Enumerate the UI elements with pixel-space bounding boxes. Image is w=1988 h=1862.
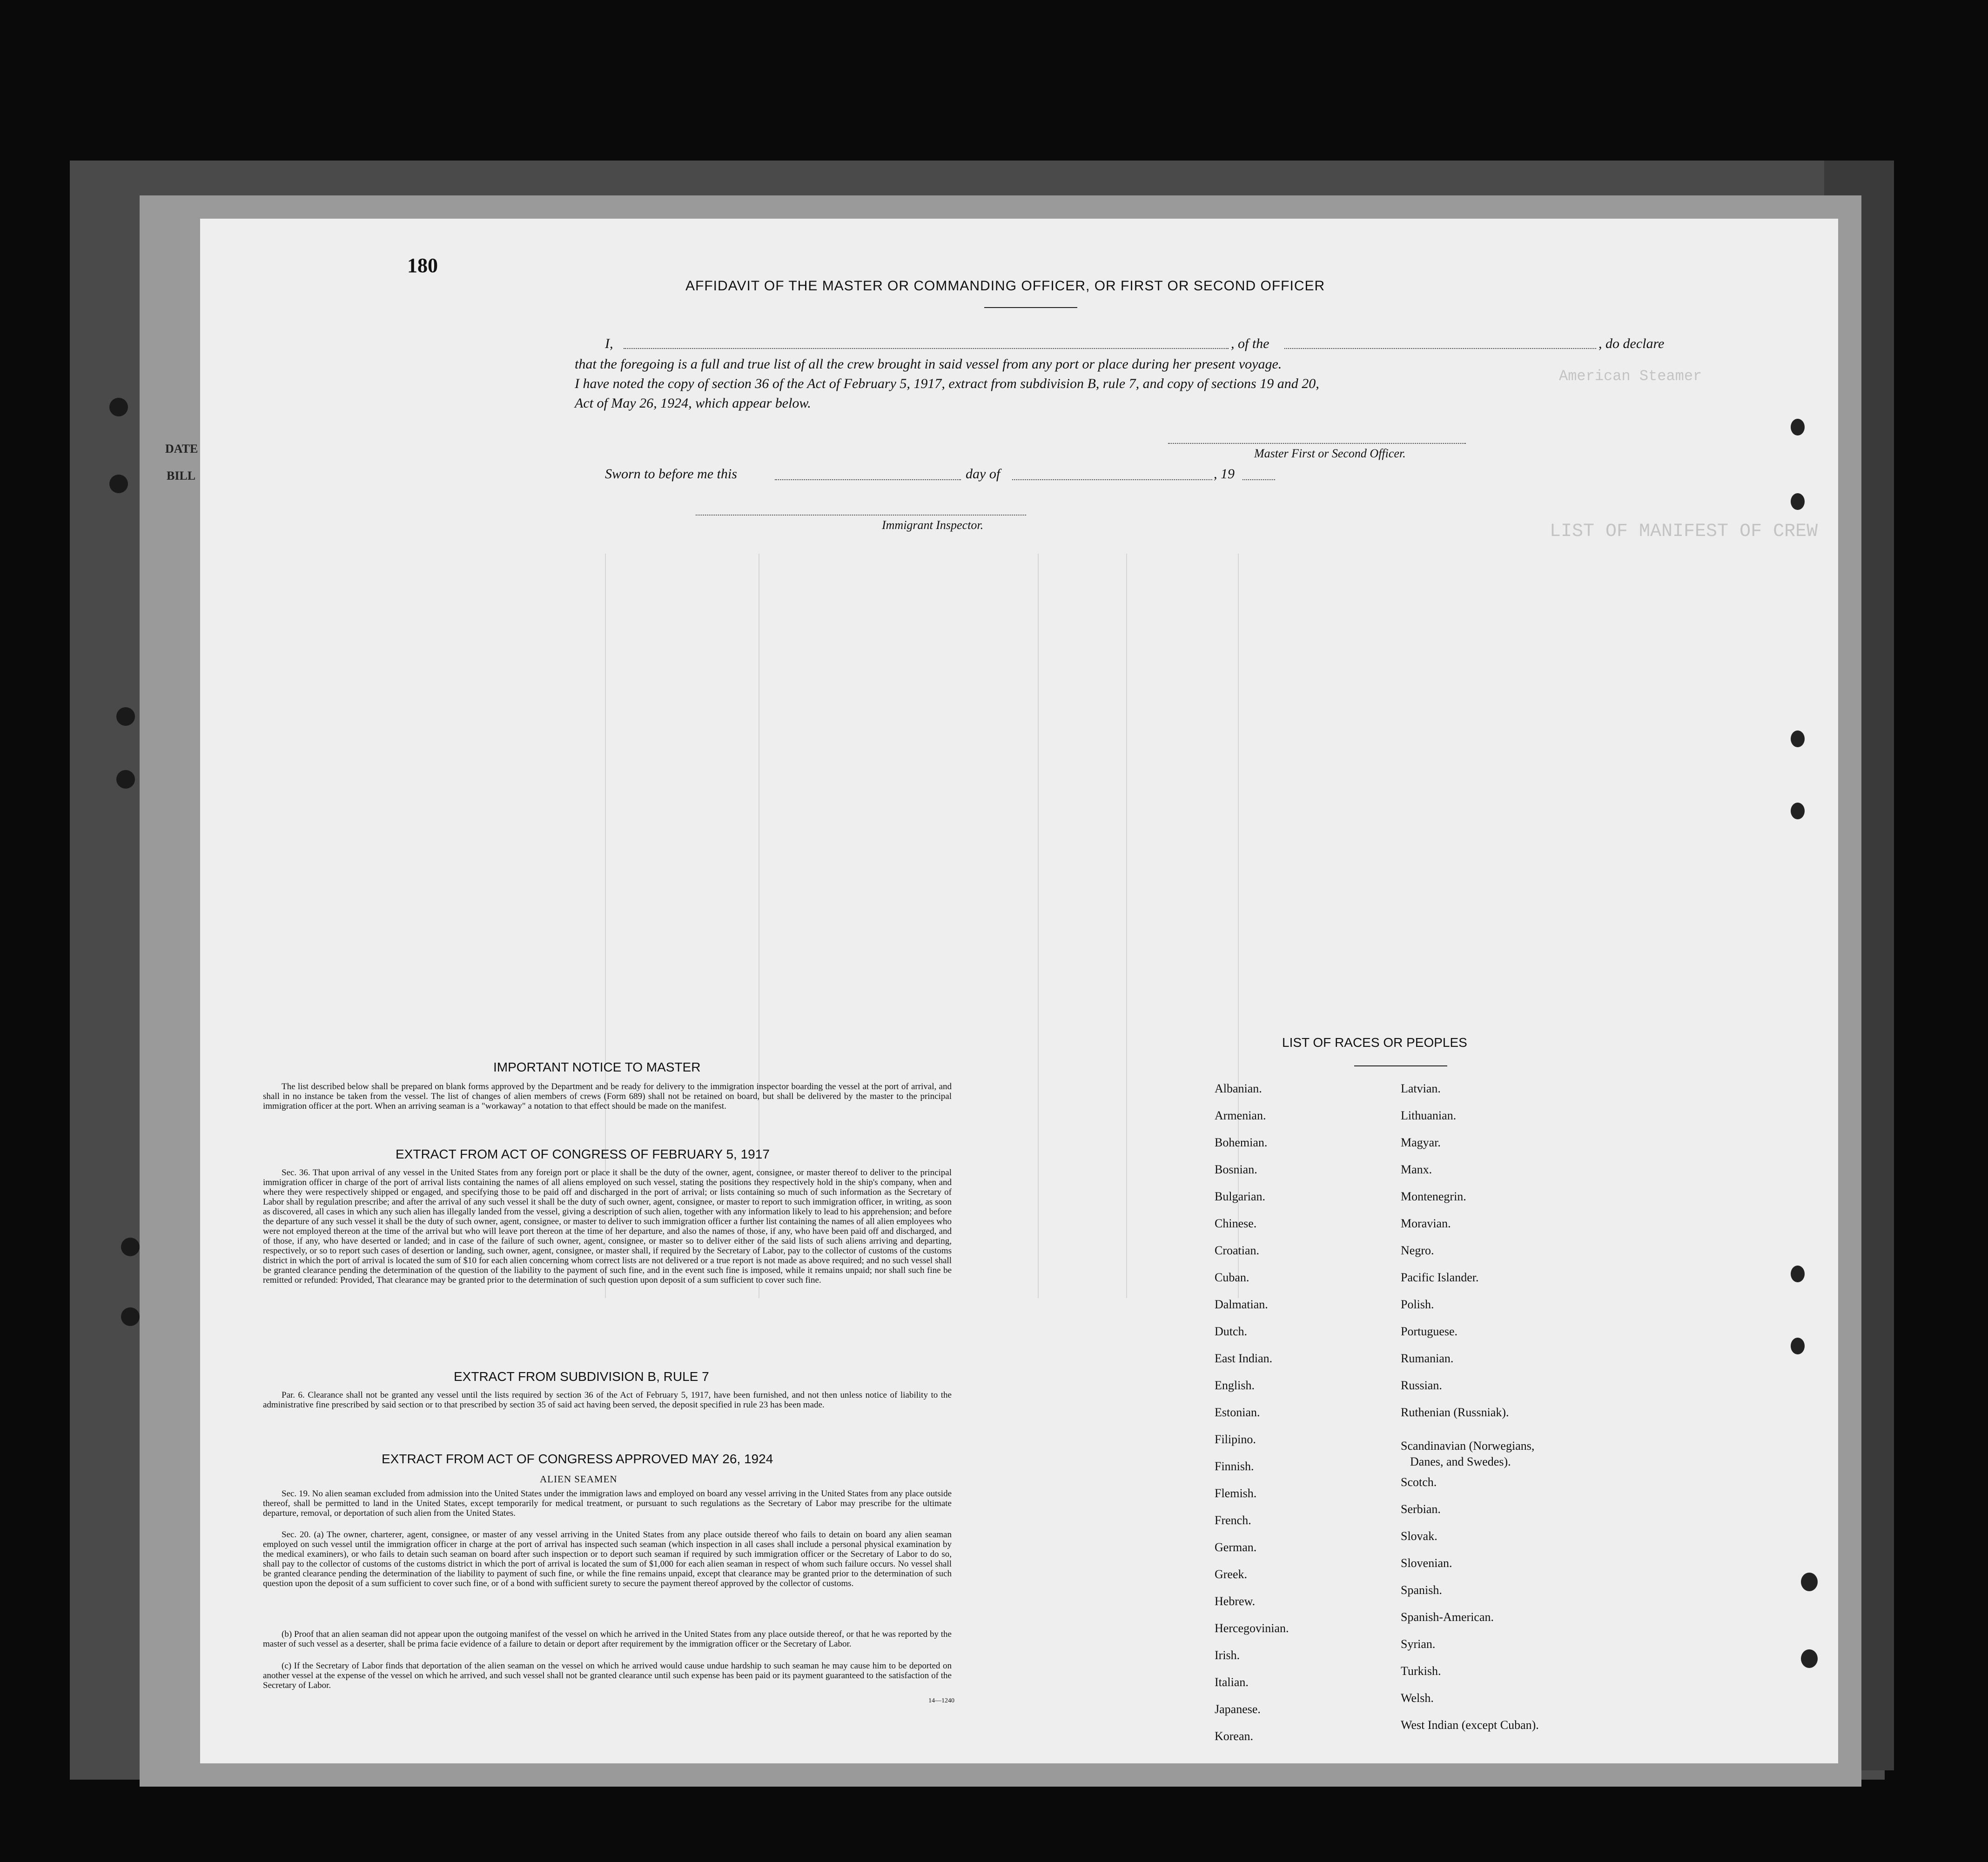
ghost-manifest-text: LIST OF MANIFEST OF CREW: [1550, 521, 1818, 542]
inspector-caption: Immigrant Inspector.: [882, 518, 984, 532]
sworn-month-blank: [1012, 479, 1212, 480]
declaration-line-4: Act of May 26, 1924, which appear below.: [575, 395, 811, 411]
race-item: Cuban.: [1215, 1271, 1249, 1284]
punch-hole: [1801, 1573, 1818, 1591]
sworn-text: Sworn to before me this: [605, 466, 737, 482]
race-item: Magyar.: [1401, 1136, 1441, 1149]
races-title-underline: [1354, 1065, 1447, 1066]
race-item: Albanian.: [1215, 1082, 1262, 1095]
race-item: Serbian.: [1401, 1502, 1441, 1516]
race-item: Croatian.: [1215, 1244, 1260, 1257]
punch-hole: [1791, 1338, 1805, 1354]
declaration-of-the: , of the: [1231, 336, 1269, 351]
signature-caption: Master First or Second Officer.: [1254, 447, 1406, 460]
race-item: Dutch.: [1215, 1325, 1248, 1338]
punch-hole: [116, 770, 135, 789]
rule7-body: Par. 6. Clearance shall not be granted any vessel until the lists required by section 36 of the Act of February 5, 1917, have been furnished, and not then unless notice of liability to the administrative fine prescribed by said section or to that prescribed by section 35 of said act having been served, the deposit specified in rule 23 has been made.: [263, 1390, 952, 1410]
race-item: Italian.: [1215, 1675, 1249, 1689]
edge-label-date: DATE: [165, 442, 198, 455]
notice-title: IMPORTANT NOTICE TO MASTER: [493, 1060, 701, 1074]
race-item: Montenegrin.: [1401, 1190, 1466, 1203]
races-title: LIST OF RACES OR PEOPLES: [1282, 1035, 1467, 1050]
punch-hole: [1791, 419, 1805, 435]
ghost-column-line: [1126, 554, 1127, 1298]
race-item: Finnish.: [1215, 1460, 1254, 1473]
race-item: Armenian.: [1215, 1109, 1266, 1122]
race-item: Spanish-American.: [1401, 1610, 1494, 1624]
race-item: Pacific Islander.: [1401, 1271, 1479, 1284]
sec19-body: Sec. 19. No alien seaman excluded from admission into the United States under the immigration laws and employed on board any vessel arriving in the United States from any place outside thereof, shall be permitted to land in the United States, except temporarily for medical treatment, or pursuant to such regulations as the Secretary of Labor may prescribe for the ultimate departure, removal, or deportation of such alien from the United States.: [263, 1489, 952, 1518]
race-item: Turkish.: [1401, 1664, 1441, 1678]
punch-hole: [1791, 493, 1805, 510]
punch-hole: [121, 1238, 140, 1256]
race-item: Japanese.: [1215, 1702, 1261, 1716]
punch-hole: [1791, 1266, 1805, 1282]
race-item: Bohemian.: [1215, 1136, 1268, 1149]
extract-1917-title: EXTRACT FROM ACT OF CONGRESS OF FEBRUARY 5, 1917: [396, 1147, 770, 1161]
race-item: Scotch.: [1401, 1475, 1437, 1489]
alien-seamen-subtitle: ALIEN SEAMEN: [540, 1474, 618, 1485]
race-item: Lithuanian.: [1401, 1109, 1457, 1122]
punch-hole: [116, 707, 135, 726]
race-item: English.: [1215, 1379, 1255, 1392]
race-item: Estonian.: [1215, 1406, 1260, 1419]
race-item: German.: [1215, 1541, 1257, 1554]
sworn-day-of: day of: [966, 466, 1001, 482]
race-item: Irish.: [1215, 1648, 1240, 1662]
race-item: Syrian.: [1401, 1637, 1436, 1651]
declaration-line-2: that the foregoing is a full and true list of all the crew brought in said vessel from any port or place during her present voyage.: [575, 356, 1282, 372]
sworn-day-blank: [775, 479, 961, 480]
race-item: Greek.: [1215, 1567, 1248, 1581]
vessel-blank: [1284, 348, 1596, 349]
race-item: Portuguese.: [1401, 1325, 1458, 1338]
title-underline: [984, 307, 1077, 308]
race-item: Negro.: [1401, 1244, 1434, 1257]
affidavit-title: AFFIDAVIT OF THE MASTER OR COMMANDING OFFICER, OR FIRST OR SECOND OFFICER: [685, 278, 1325, 294]
race-item: Slovak.: [1401, 1529, 1437, 1543]
rule7-title: EXTRACT FROM SUBDIVISION B, RULE 7: [454, 1369, 709, 1384]
extract-1924-title: EXTRACT FROM ACT OF CONGRESS APPROVED MAY 26, 1924: [382, 1452, 773, 1466]
race-item: Flemish.: [1215, 1487, 1257, 1500]
name-blank: [624, 348, 1229, 349]
extract-1917-body: Sec. 36. That upon arrival of any vessel in the United States from any foreign port or place it shall be the duty of the owner, agent, consignee, or master thereof to deliver to the principal immigration officer in charge of the port of arrival lists containing the names of all aliens employed on such vessel, stating the positions they respectively hold in the ship's company, when and where they were respectively shipped or engaged, and specifying those to be paid off and discharged in the port of arrival; or lists containing so much of such information as the Secretary of Labor shall by regulation prescribe; and after the arrival of any such vessel it shall be the duty of such owner, agent, consignee, or master to report to such immigration officer, in writing, as soon as discovered, all cases in which any such alien has illegally landed from the vessel, giving a description of such alien, together with any information likely to lead to his apprehension; and before the departure of any such vessel it shall be the duty of such owner, agent, consignee, or master to deliver to such immigration officer a further list containing the names of all alien employees who were not employed thereon at the time of the arrival but who will leave port thereon at the time of her departure, and also the names of those, if any, who have been paid off and discharged, and of those, if any, who have deserted or landed; and in case of the failure of such owner, agent, consignee, or master so to deliver either of the said lists of such aliens arriving and departing, respectively, or so to report such cases of desertion or landing, such owner, agent, consignee, or master shall, if required by the Secretary of Labor, pay to the collector of customs of the customs district in which the port of arrival is located the sum of $10 for each alien concerning whom correct lists are not delivered or a true report is not made as above required; and no such vessel shall be granted clearance pending the determination of the question of the liability to the payment of such fine, and in the event such fine is imposed, while it remains unpaid; nor shall such fine be remitted or refunded: Provided, That clearance may be granted prior to the determination of such question upon deposit of a sum sufficient to cover such fine.: [263, 1168, 952, 1285]
race-item: Scandinavian (Norwegians,: [1401, 1439, 1535, 1453]
page-number: 180: [407, 254, 438, 277]
race-item: Danes, and Swedes).: [1410, 1455, 1511, 1468]
sworn-year-blank: [1242, 479, 1275, 480]
race-item: Filipino.: [1215, 1433, 1256, 1446]
punch-hole: [1801, 1649, 1818, 1668]
race-item: Moravian.: [1401, 1217, 1451, 1230]
race-item: French.: [1215, 1514, 1251, 1527]
race-item: Rumanian.: [1401, 1352, 1454, 1365]
affidavit-page: [200, 219, 1838, 1763]
race-item: East Indian.: [1215, 1352, 1273, 1365]
race-item: Ruthenian (Russniak).: [1401, 1406, 1509, 1419]
declaration-do-declare: , do declare: [1598, 336, 1665, 351]
punch-hole: [1791, 803, 1805, 819]
race-item: Chinese.: [1215, 1217, 1257, 1230]
race-item: Hercegovinian.: [1215, 1621, 1289, 1635]
inspector-signature-line: [696, 515, 1026, 516]
race-item: Korean.: [1215, 1729, 1254, 1743]
race-item: Bulgarian.: [1215, 1190, 1266, 1203]
sec20c-body: (c) If the Secretary of Labor finds that deportation of the alien seaman on the vessel on which he arrived would cause undue hardship to such seaman he may cause him to be deported on another vessel at the expense of the vessel on which he arrived, and such vessel shall not be granted clearance until such expense has been paid or its payment guaranteed to the satisfaction of the Secretary of Labor.: [263, 1661, 952, 1690]
race-item: Latvian.: [1401, 1082, 1441, 1095]
edge-label-bill: BILL: [167, 469, 196, 482]
punch-hole: [109, 398, 128, 416]
race-item: Bosnian.: [1215, 1163, 1257, 1176]
sec20a-body: Sec. 20. (a) The owner, charterer, agent, consignee, or master of any vessel arriving in the United States from any place outside thereof who fails to detain on board any alien seaman employed on such vessel until the immigration officer in charge at the port of arrival has inspected such seaman (which inspection in all cases shall include a personal physical examination by the medical examiners), or who fails to detain such seaman on board after such inspection or to deport such seaman if required by such immigration officer or the Secretary of Labor to do so, shall pay to the collector of customs of the customs district in which the port of arrival is located the sum of $1,000 for each alien seaman in respect of whom such failure occurs. No vessel shall be granted clearance pending the determination of the liability to payment of such fine, or while the fine remains unpaid, except that clearance may be granted prior to the determination of such question upon the deposit of a sum sufficient to cover such fine, or of a bond with sufficient surety to secure the payment thereof approved by the collector of customs.: [263, 1530, 952, 1588]
ghost-column-line: [1238, 554, 1239, 1298]
form-number: 14—1240: [928, 1697, 954, 1704]
sworn-year: , 19: [1214, 466, 1235, 482]
punch-hole: [121, 1307, 140, 1326]
declaration-line-3: I have noted the copy of section 36 of the Act of February 5, 1917, extract from subdivision B, rule 7, and copy of sections 19 and 20,: [575, 376, 1319, 391]
race-item: Spanish.: [1401, 1583, 1442, 1597]
ghost-column-line: [1038, 554, 1039, 1298]
race-item: Hebrew.: [1215, 1594, 1256, 1608]
race-item: Dalmatian.: [1215, 1298, 1268, 1311]
sec20b-body: (b) Proof that an alien seaman did not appear upon the outgoing manifest of the vessel on which he arrived in the United States from any place outside thereof, or that he was reported by the master of such vessel as a deserter, shall be prima facie evidence of a failure to detain or deport after requirement by the immigration officer or the Secretary of Labor.: [263, 1629, 952, 1649]
punch-hole: [1791, 730, 1805, 747]
signature-line: [1168, 443, 1466, 444]
race-item: Polish.: [1401, 1298, 1434, 1311]
declaration-i: I,: [605, 336, 613, 351]
punch-hole: [109, 475, 128, 493]
race-item: Welsh.: [1401, 1691, 1434, 1705]
race-item: West Indian (except Cuban).: [1401, 1718, 1539, 1732]
race-item: Russian.: [1401, 1379, 1442, 1392]
ghost-manifest-text: American Steamer: [1559, 368, 1702, 385]
race-item: Manx.: [1401, 1163, 1432, 1176]
race-item: Slovenian.: [1401, 1556, 1452, 1570]
notice-body: The list described below shall be prepared on blank forms approved by the Department and be ready for delivery to the immigration inspector boarding the vessel at the port of arrival, and shall in no instance be taken from the vessel. The list of changes of alien members of crews (Form 689) shall not be retained on board, but shall be delivered by the master to the principal immigration officer at the port. When an arriving seaman is a "workaway" a notation to that effect should be made on the manifest.: [263, 1082, 952, 1111]
